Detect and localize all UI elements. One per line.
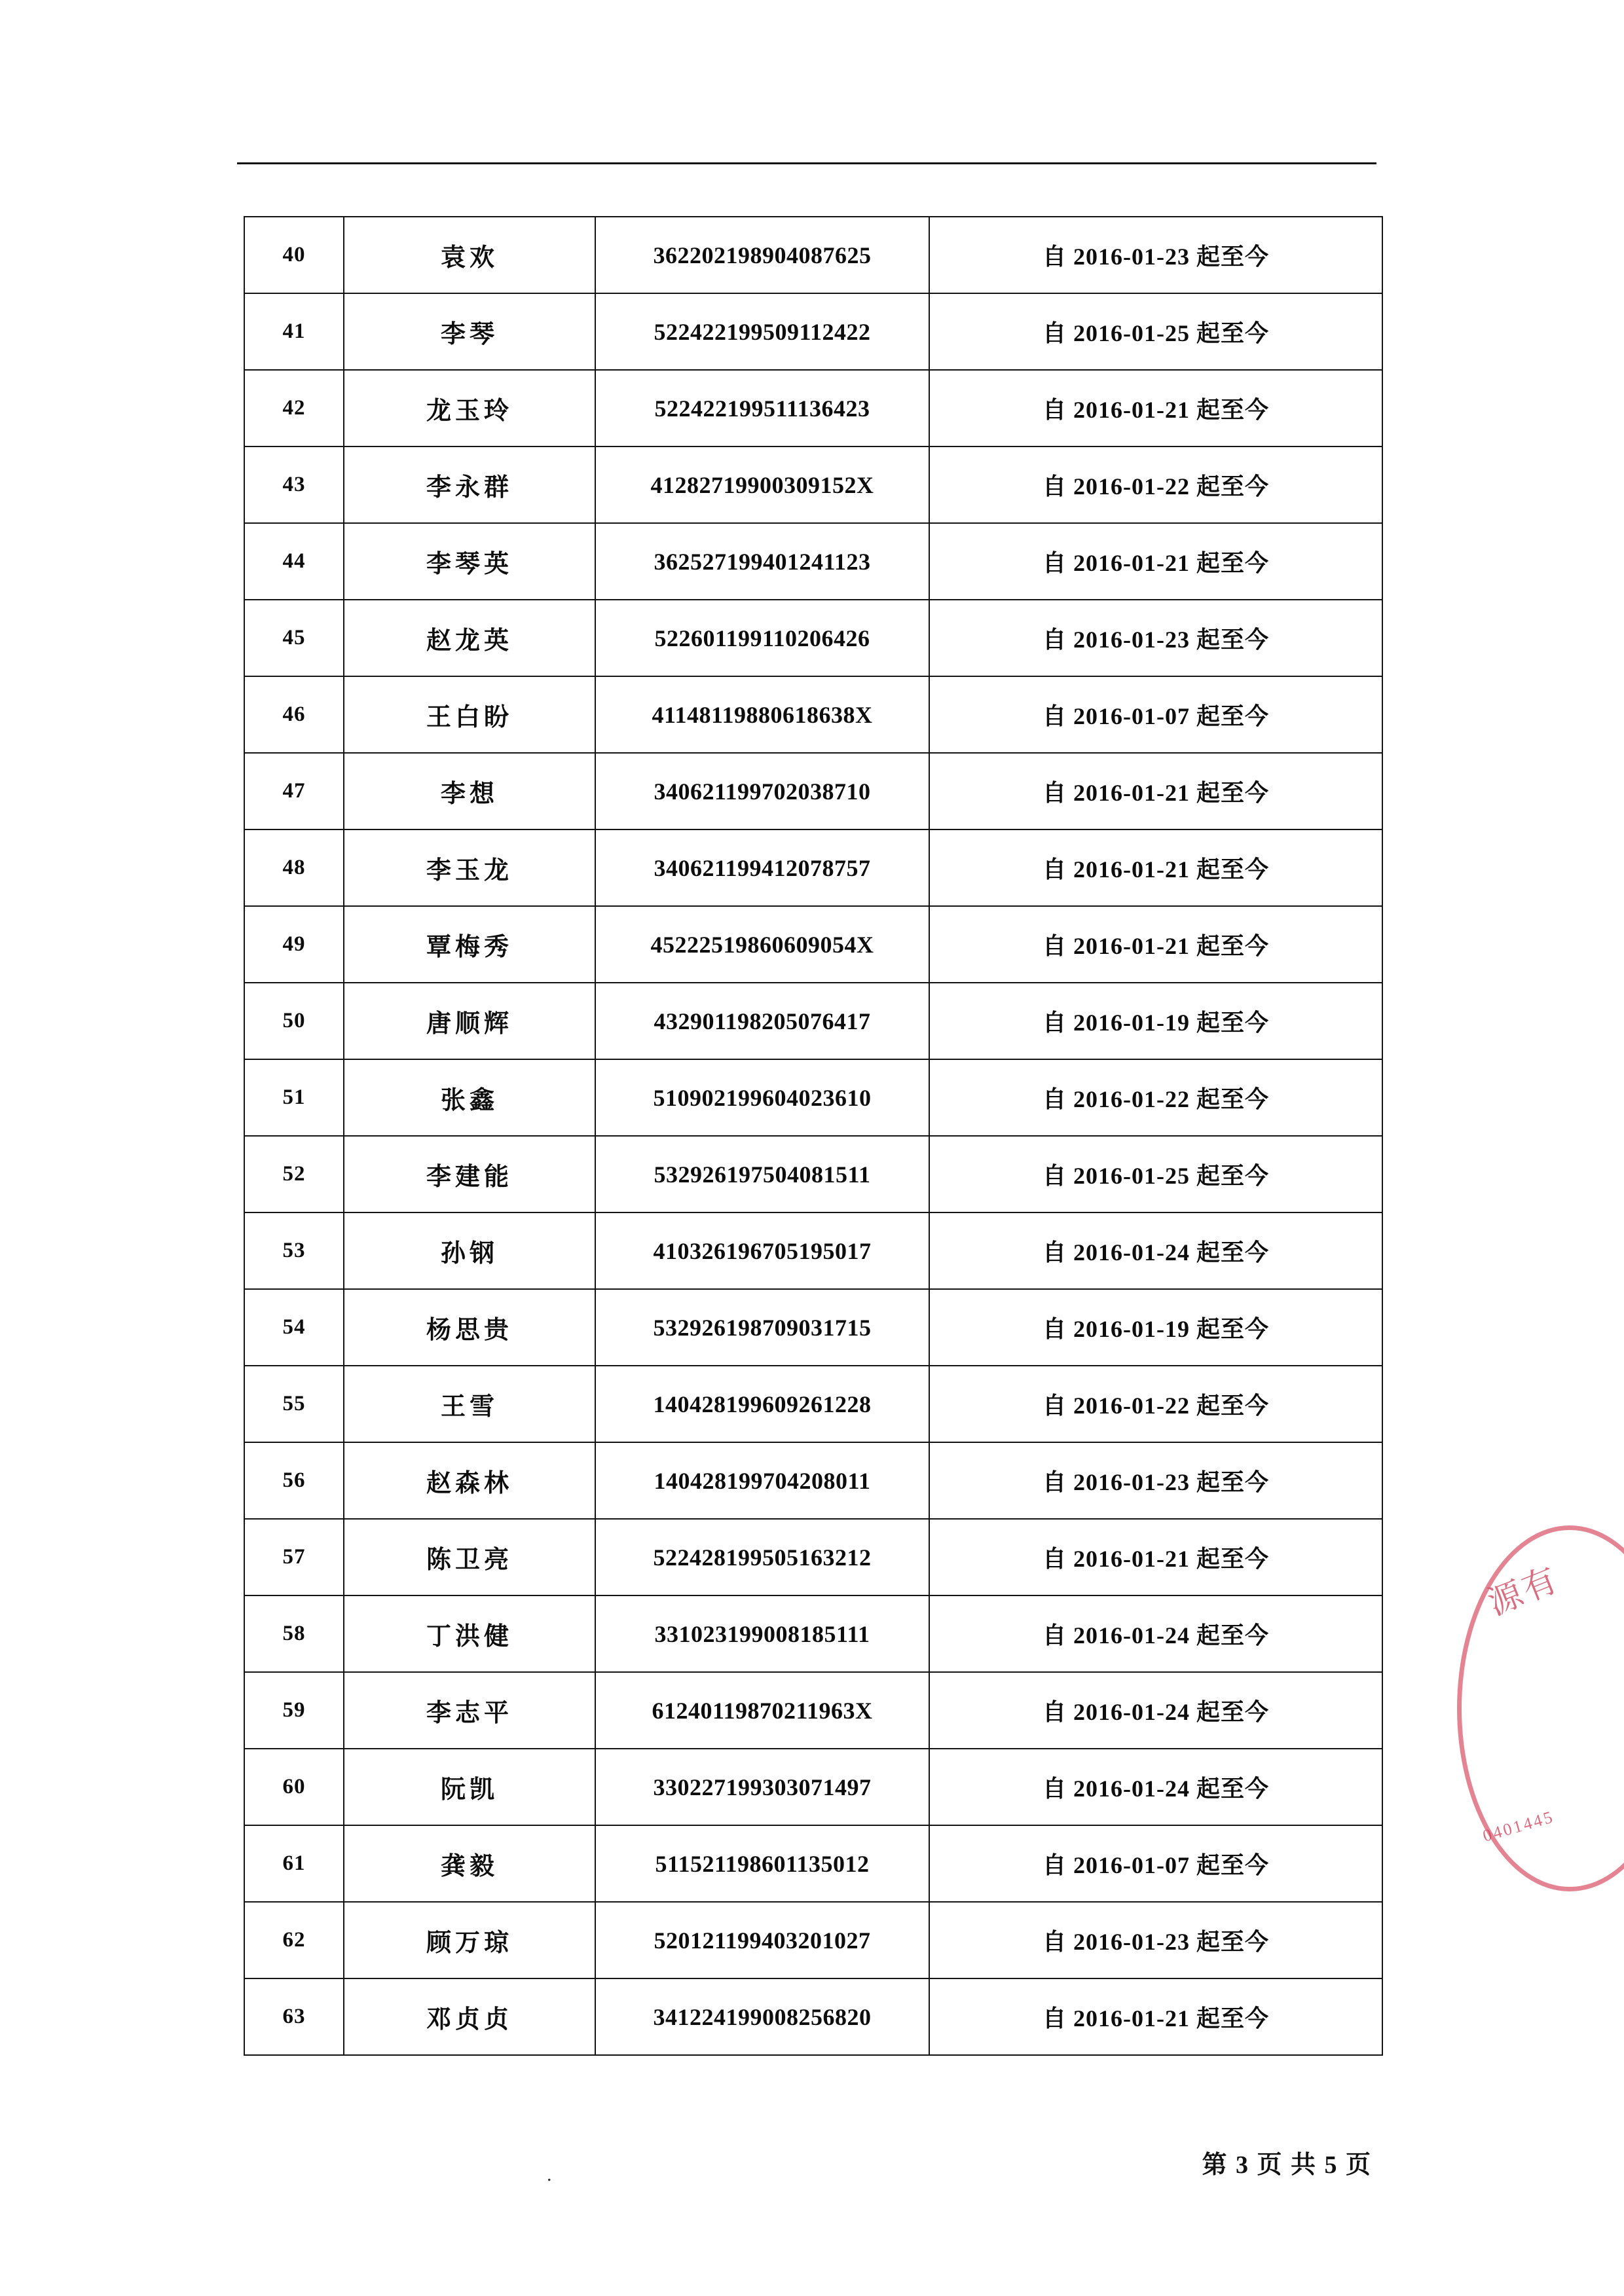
row-name: 杨思贵 [344, 1289, 595, 1366]
table-row [244, 829, 1382, 906]
seal-outline [1457, 1525, 1624, 1891]
row-period-text: 自 2016-01-22 起至今 [1043, 1086, 1269, 1112]
table-row [244, 753, 1382, 829]
row-period [929, 293, 1382, 370]
row-name: 王白盼 [344, 676, 595, 753]
row-name: 陈卫亮 [344, 1519, 595, 1595]
table-row [244, 1519, 1382, 1595]
row-period [929, 1212, 1382, 1289]
row-period [929, 523, 1382, 600]
row-period-text: 自 2016-01-07 起至今 [1043, 1852, 1269, 1878]
row-index: 45 [244, 600, 344, 676]
row-name: 赵龙英 [344, 600, 595, 676]
row-period [929, 600, 1382, 676]
row-period-text: 自 2016-01-23 起至今 [1043, 1469, 1269, 1495]
row-period [929, 1902, 1382, 1978]
table-row [244, 1212, 1382, 1289]
row-name: 王雪 [344, 1366, 595, 1442]
row-period-text: 自 2016-01-21 起至今 [1043, 856, 1269, 883]
row-id-number: 522428199505163212 [595, 1519, 929, 1595]
row-name: 袁欢 [344, 217, 595, 293]
row-id-number: 41148119880618638X [595, 676, 929, 753]
row-index: 57 [244, 1519, 344, 1595]
row-index: 54 [244, 1289, 344, 1366]
row-name: 李志平 [344, 1672, 595, 1749]
row-name: 赵森林 [344, 1442, 595, 1519]
row-period [929, 906, 1382, 983]
row-period [929, 1059, 1382, 1136]
row-id-number: 532926198709031715 [595, 1289, 929, 1366]
table-row [244, 1902, 1382, 1978]
table-row [244, 1059, 1382, 1136]
row-index: 47 [244, 753, 344, 829]
row-name: 唐顺辉 [344, 983, 595, 1059]
row-name: 李琴 [344, 293, 595, 370]
row-name: 张鑫 [344, 1059, 595, 1136]
row-index: 43 [244, 446, 344, 523]
row-index: 62 [244, 1902, 344, 1978]
row-id-number: 510902199604023610 [595, 1059, 929, 1136]
row-id-number: 520121199403201027 [595, 1902, 929, 1978]
row-id-number: 522422199509112422 [595, 293, 929, 370]
row-index: 44 [244, 523, 344, 600]
row-name: 李永群 [344, 446, 595, 523]
table-row [244, 1136, 1382, 1212]
row-index: 49 [244, 906, 344, 983]
table-row [244, 293, 1382, 370]
row-name: 覃梅秀 [344, 906, 595, 983]
row-name: 李玉龙 [344, 829, 595, 906]
row-period-text: 自 2016-01-23 起至今 [1043, 627, 1269, 653]
row-period [929, 1672, 1382, 1749]
row-id-number: 532926197504081511 [595, 1136, 929, 1212]
row-period-text: 自 2016-01-21 起至今 [1043, 550, 1269, 576]
row-index: 50 [244, 983, 344, 1059]
row-index: 58 [244, 1595, 344, 1672]
row-id-number: 61240119870211963X [595, 1672, 929, 1749]
row-name: 李建能 [344, 1136, 595, 1212]
row-id-number: 340621199702038710 [595, 753, 929, 829]
roster-table [244, 216, 1383, 2056]
roster-table-body [244, 217, 1382, 2055]
row-index: 59 [244, 1672, 344, 1749]
row-index: 48 [244, 829, 344, 906]
row-period-text: 自 2016-01-25 起至今 [1043, 1163, 1269, 1189]
row-id-number: 331023199008185111 [595, 1595, 929, 1672]
row-index: 60 [244, 1749, 344, 1825]
row-period [929, 217, 1382, 293]
row-index: 55 [244, 1366, 344, 1442]
row-period-text: 自 2016-01-24 起至今 [1043, 1699, 1269, 1725]
row-index: 63 [244, 1978, 344, 2055]
row-id-number: 432901198205076417 [595, 983, 929, 1059]
row-period-text: 自 2016-01-21 起至今 [1043, 933, 1269, 959]
row-period-text: 自 2016-01-22 起至今 [1043, 1393, 1269, 1419]
table-row [244, 370, 1382, 446]
row-id-number: 45222519860609054X [595, 906, 929, 983]
roster-table-container [244, 216, 1371, 2056]
row-period-text: 自 2016-01-23 起至今 [1043, 244, 1269, 270]
row-period [929, 676, 1382, 753]
row-index: 51 [244, 1059, 344, 1136]
row-id-number: 511521198601135012 [595, 1825, 929, 1902]
row-period-text: 自 2016-01-21 起至今 [1043, 1546, 1269, 1572]
row-index: 41 [244, 293, 344, 370]
row-period-text: 自 2016-01-07 起至今 [1043, 703, 1269, 729]
row-period-text: 自 2016-01-23 起至今 [1043, 1929, 1269, 1955]
row-period [929, 370, 1382, 446]
table-row [244, 1595, 1382, 1672]
row-name: 李想 [344, 753, 595, 829]
row-id-number: 341224199008256820 [595, 1978, 929, 2055]
row-period [929, 1442, 1382, 1519]
table-row [244, 446, 1382, 523]
table-row [244, 1825, 1382, 1902]
row-id-number: 522601199110206426 [595, 600, 929, 676]
row-period [929, 829, 1382, 906]
row-index: 52 [244, 1136, 344, 1212]
row-name: 丁洪健 [344, 1595, 595, 1672]
row-period [929, 1749, 1382, 1825]
row-period-text: 自 2016-01-19 起至今 [1043, 1010, 1269, 1036]
row-index: 56 [244, 1442, 344, 1519]
row-period [929, 1289, 1382, 1366]
row-period-text: 自 2016-01-21 起至今 [1043, 2005, 1269, 2032]
row-name: 龙玉玲 [344, 370, 595, 446]
row-period [929, 753, 1382, 829]
row-period-text: 自 2016-01-21 起至今 [1043, 397, 1269, 423]
row-index: 42 [244, 370, 344, 446]
table-row [244, 1978, 1382, 2055]
table-row [244, 676, 1382, 753]
row-index: 40 [244, 217, 344, 293]
row-period [929, 1136, 1382, 1212]
row-id-number: 330227199303071497 [595, 1749, 929, 1825]
row-period-text: 自 2016-01-25 起至今 [1043, 320, 1269, 346]
row-name: 邓贞贞 [344, 1978, 595, 2055]
row-name: 孙钢 [344, 1212, 595, 1289]
row-period [929, 1978, 1382, 2055]
row-index: 61 [244, 1825, 344, 1902]
seal-text: 源有 [1483, 1560, 1565, 1623]
header-rule [237, 162, 1376, 164]
row-name: 龚毅 [344, 1825, 595, 1902]
row-id-number: 140428199704208011 [595, 1442, 929, 1519]
row-period-text: 自 2016-01-24 起至今 [1043, 1622, 1269, 1649]
row-period [929, 1519, 1382, 1595]
table-row [244, 1442, 1382, 1519]
row-id-number: 41282719900309152X [595, 446, 929, 523]
page-number: 第 3 页 共 5 页 [1202, 2151, 1372, 2179]
table-row [244, 906, 1382, 983]
row-period [929, 1366, 1382, 1442]
row-id-number: 410326196705195017 [595, 1212, 929, 1289]
row-period [929, 1595, 1382, 1672]
row-period [929, 1825, 1382, 1902]
row-period [929, 446, 1382, 523]
row-id-number: 340621199412078757 [595, 829, 929, 906]
table-row [244, 523, 1382, 600]
table-row [244, 983, 1382, 1059]
row-name: 李琴英 [344, 523, 595, 600]
table-row [244, 1289, 1382, 1366]
footer-dot: . [547, 2164, 552, 2185]
row-period [929, 983, 1382, 1059]
row-name: 顾万琼 [344, 1902, 595, 1978]
row-period-text: 自 2016-01-19 起至今 [1043, 1316, 1269, 1342]
table-row [244, 1366, 1382, 1442]
row-period-text: 自 2016-01-24 起至今 [1043, 1776, 1269, 1802]
row-name: 阮凯 [344, 1749, 595, 1825]
table-row [244, 1749, 1382, 1825]
row-id-number: 362527199401241123 [595, 523, 929, 600]
row-period-text: 自 2016-01-21 起至今 [1043, 780, 1269, 806]
row-id-number: 522422199511136423 [595, 370, 929, 446]
official-seal [1457, 1525, 1624, 1892]
row-index: 46 [244, 676, 344, 753]
row-id-number: 140428199609261228 [595, 1366, 929, 1442]
table-row [244, 1672, 1382, 1749]
table-row [244, 600, 1382, 676]
table-row [244, 217, 1382, 293]
row-period-text: 自 2016-01-24 起至今 [1043, 1239, 1269, 1266]
row-id-number: 362202198904087625 [595, 217, 929, 293]
row-index: 53 [244, 1212, 344, 1289]
row-period-text: 自 2016-01-22 起至今 [1043, 473, 1269, 500]
seal-code: 0401445 [1481, 1807, 1557, 1846]
